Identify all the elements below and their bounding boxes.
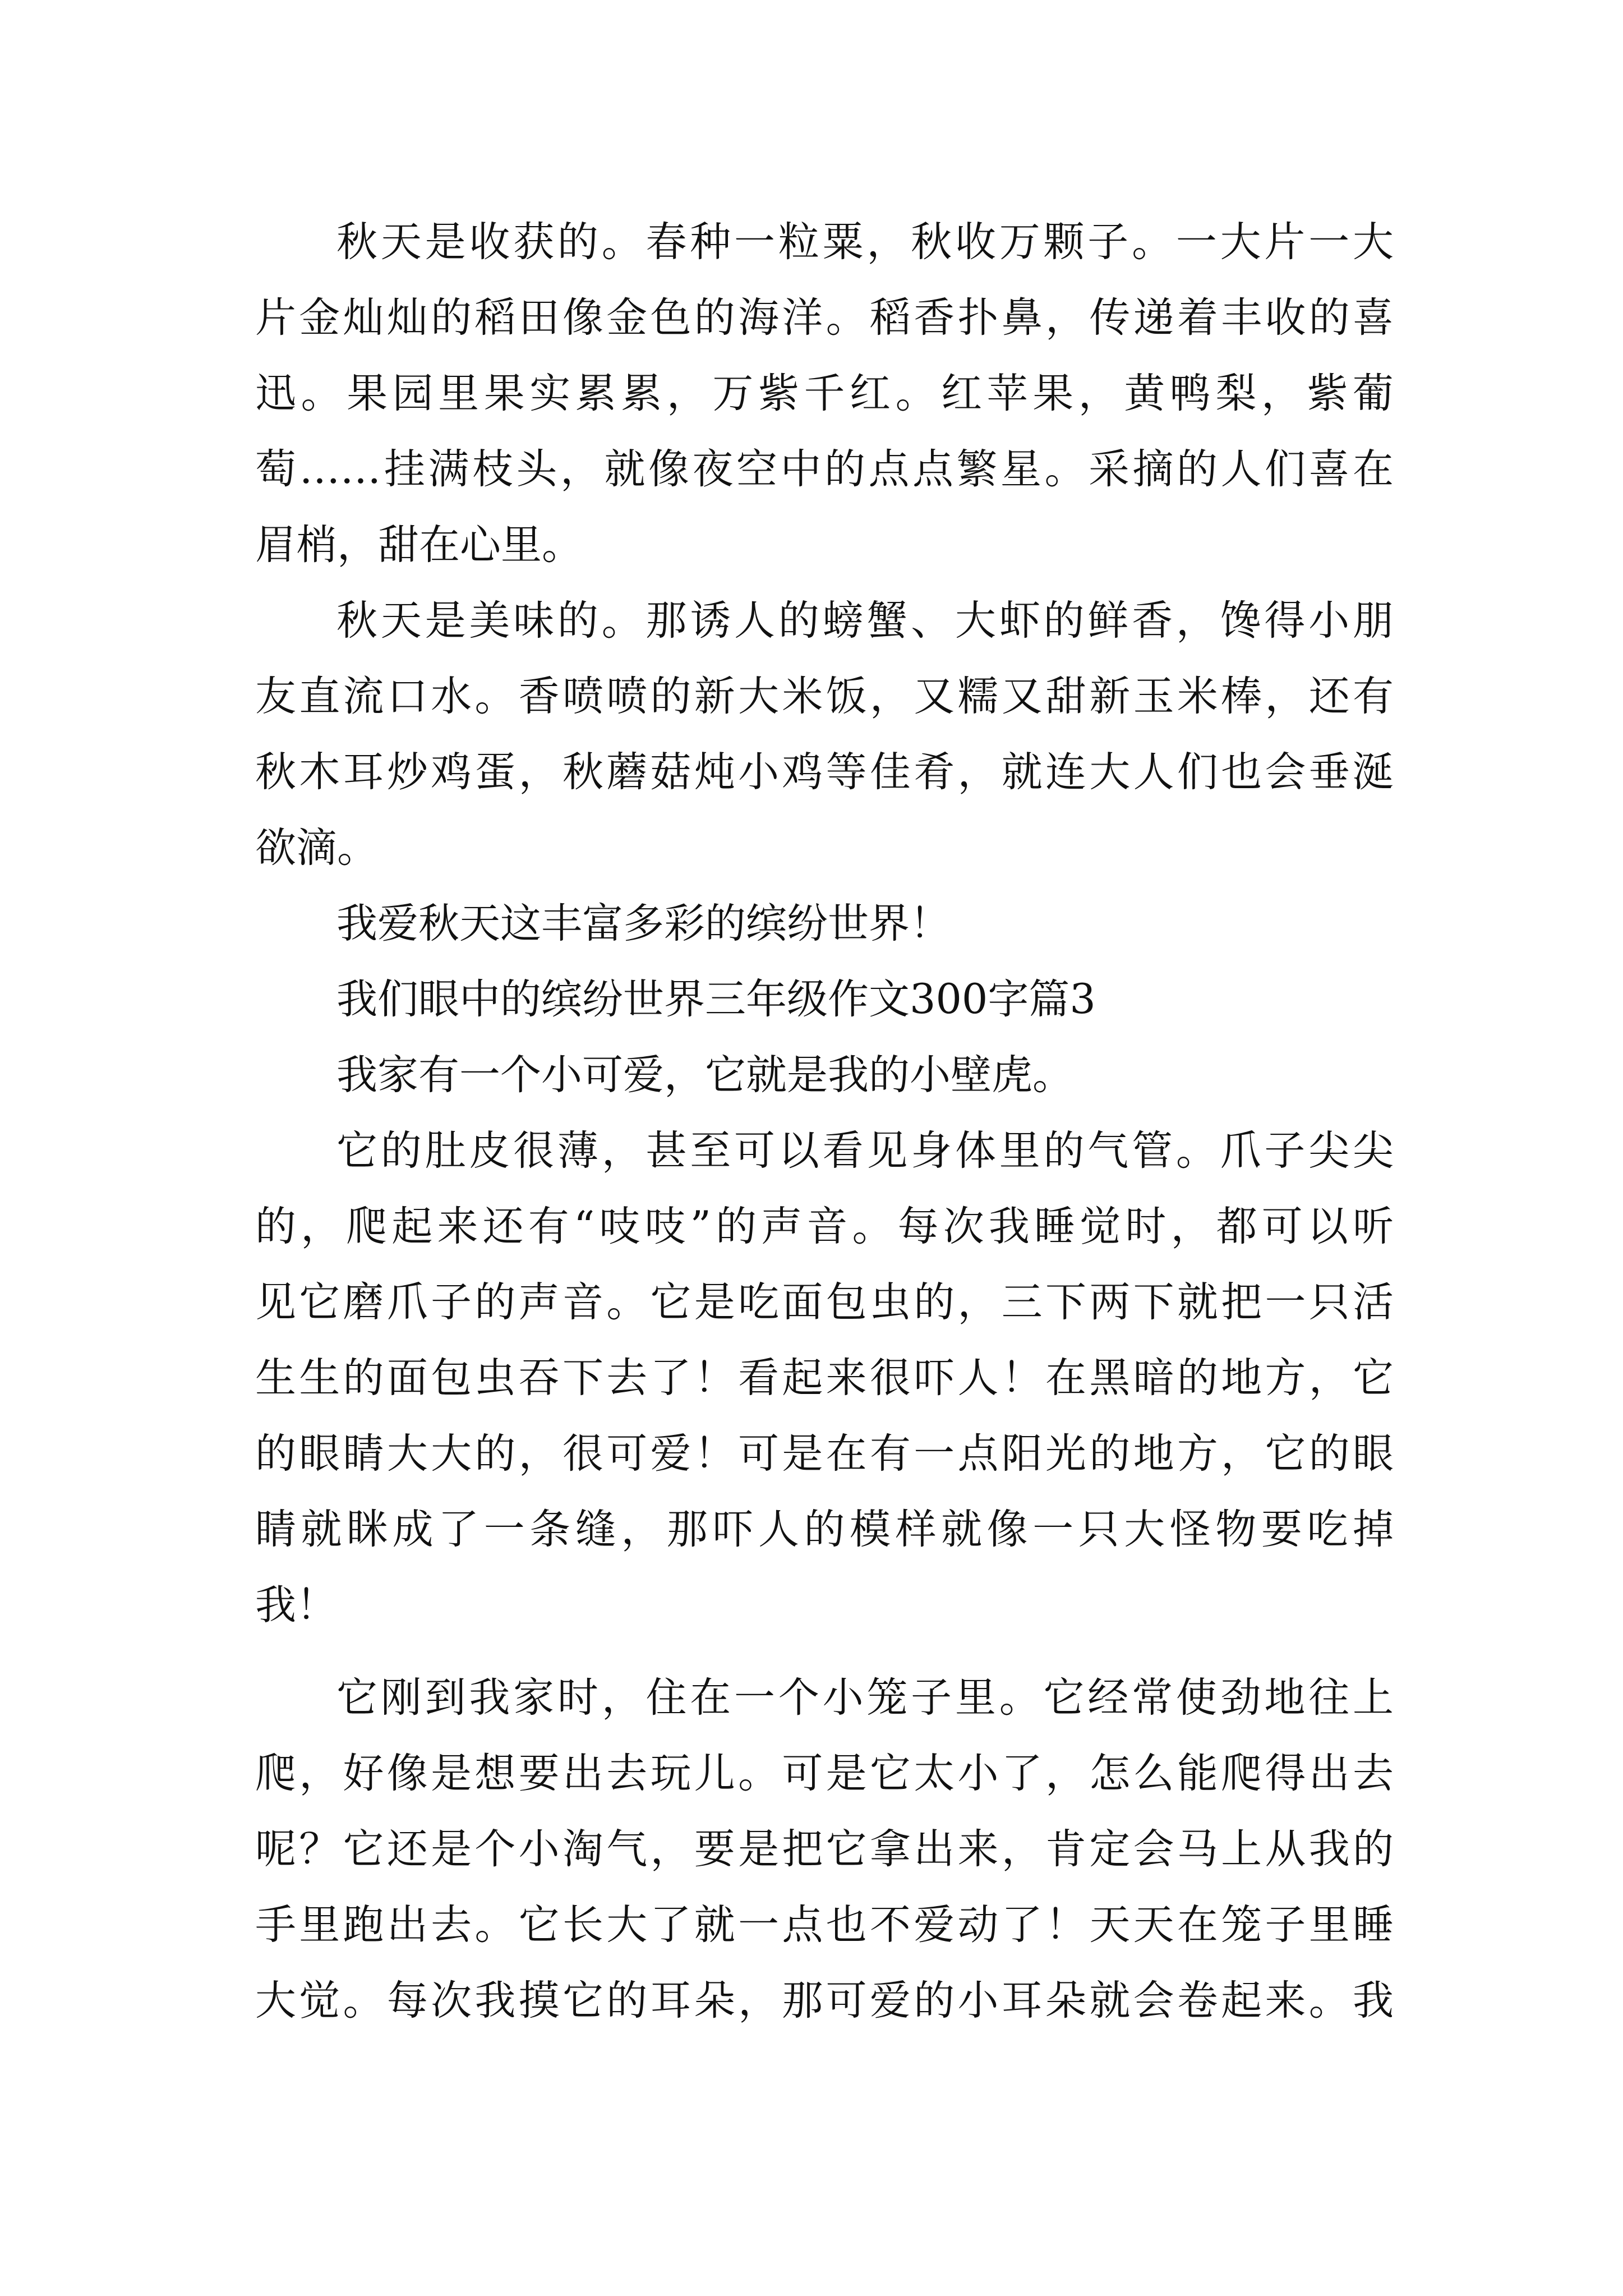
paragraph-line: 我爱秋天这丰富多彩的缤纷世界！ (336, 900, 951, 947)
paragraph-line: 大觉。每次我摸它的耳朵，那可爱的小耳朵就会卷起来。我 (255, 1977, 1394, 2024)
paragraph-line: 手里跑出去。它长大了就一点也不爱动了！天天在笼子里睡 (255, 1901, 1394, 1949)
section-heading: 我们眼中的缤纷世界三年级作文300字篇3 (336, 976, 1096, 1023)
paragraph-line: 欲滴。 (255, 824, 378, 872)
paragraph-line: 见它磨爪子的声音。它是吃面包虫的，三下两下就把一只活 (255, 1278, 1394, 1326)
paragraph-line: 的，爬起来还有“吱吱”的声音。每次我睡觉时，都可以听 (255, 1203, 1394, 1250)
paragraph-line: 眉梢，甜在心里。 (255, 521, 583, 569)
paragraph-line: 睛就眯成了一条缝，那吓人的模样就像一只大怪物要吃掉 (255, 1506, 1394, 1553)
paragraph-line: 秋木耳炒鸡蛋，秋蘑菇炖小鸡等佳肴，就连大人们也会垂涎 (255, 748, 1394, 796)
paragraph-line: 友直流口水。香喷喷的新大米饭，又糯又甜新玉米棒，还有 (255, 673, 1394, 720)
paragraph-line: 片金灿灿的稻田像金色的海洋。稻香扑鼻，传递着丰收的喜 (255, 294, 1394, 342)
paragraph-line: 爬，好像是想要出去玩儿。可是它太小了，怎么能爬得出去 (255, 1750, 1394, 1797)
paragraph-line: 迅。果园里果实累累，万紫千红。红苹果，黄鸭梨，紫葡 (255, 370, 1394, 417)
paragraph-line: 萄……挂满枝头，就像夜空中的点点繁星。采摘的人们喜在 (255, 445, 1394, 493)
paragraph-line: 秋天是收获的。春种一粒粟，秋收万颗子。一大片一大 (336, 218, 1394, 266)
paragraph-line: 我！ (255, 1581, 337, 1629)
paragraph-line: 的眼睛大大的，很可爱！可是在有一点阳光的地方，它的眼 (255, 1430, 1394, 1478)
paragraph-line: 秋天是美味的。那诱人的螃蟹、大虾的鲜香，馋得小朋 (336, 597, 1394, 645)
paragraph-line: 它刚到我家时，住在一个小笼子里。它经常使劲地往上 (336, 1674, 1394, 1722)
paragraph-line: 生生的面包虫吞下去了！看起来很吓人！在黑暗的地方，它 (255, 1354, 1394, 1402)
paragraph-line: 呢？它还是个小淘气，要是把它拿出来，肯定会马上从我的 (255, 1825, 1394, 1873)
paragraph-line: 它的肚皮很薄，甚至可以看见身体里的气管。爪子尖尖 (336, 1127, 1394, 1175)
paragraph-line: 我家有一个小可爱，它就是我的小壁虎。 (336, 1051, 1073, 1099)
